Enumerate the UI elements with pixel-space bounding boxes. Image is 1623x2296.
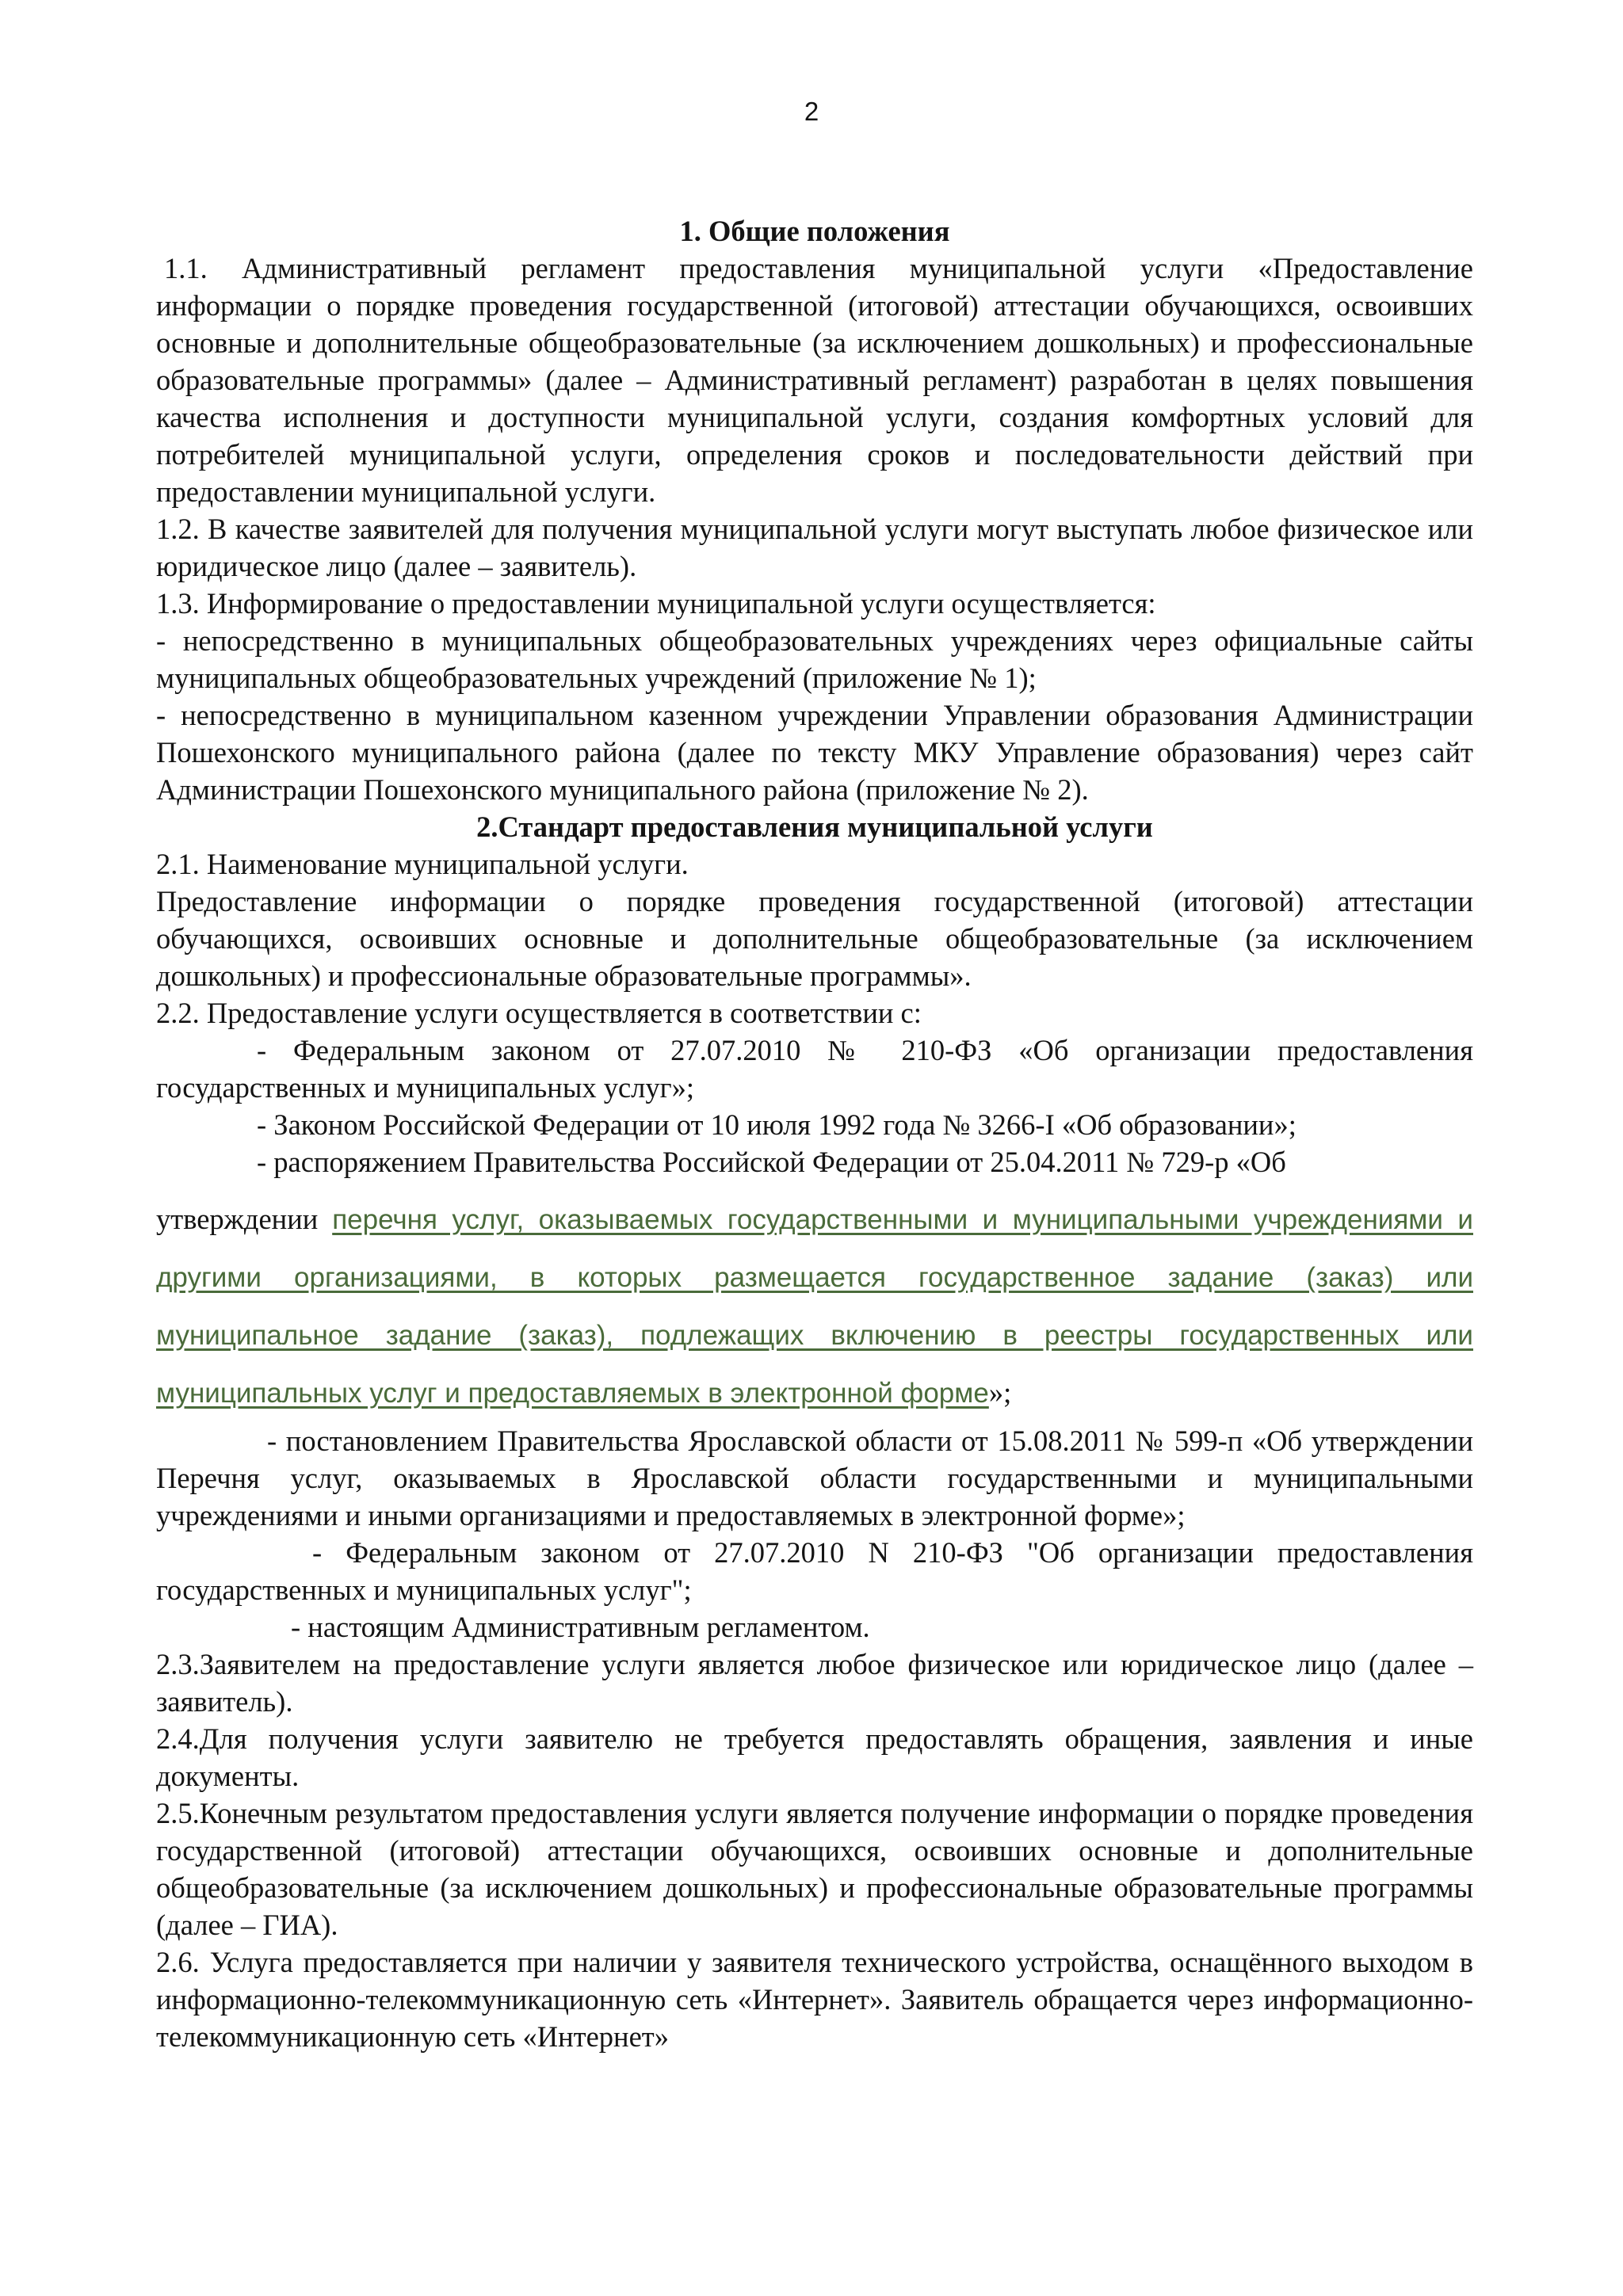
paragraph-2-2-b: - Законом Российской Федерации от 10 июля 1992 года № 3266-I «Об образовании»; <box>257 1108 1296 1141</box>
paragraph-2-6: 2.6. Услуга предоставляется при наличии у заявителя технического устройства, оснащённого выходом в информационно-телекоммуникационную сеть «Интернет». Заявитель обращается через информационно-телекоммуникационную сеть «Интернет» <box>156 1946 1473 2053</box>
paragraph-1-1: 1.1. Административный регламент предоставления муниципальной услуги «Предоставление информации о порядке проведения государственной (итоговой) аттестации обучающихся, освоивших основные и дополнительные общеобразовательные (за исключением дошкольных) и профессиональные образовательные программы» (далее – Административный регламент) разработан в целях повышения качества исполнения и доступности муниципальной услуги, создания комфортных условий для потребителей муниципальной услуги, определения сроков и последовательности действий при предоставлении муниципальной услуги. <box>156 252 1473 508</box>
paragraph-2-2: 2.2. Предоставление услуги осуществляется в соответствии с: <box>156 997 922 1029</box>
paragraph-1-3: 1.3. Информирование о предоставлении муниципальной услуги осуществляется: <box>156 587 1156 620</box>
paragraph-2-2-c: - распоряжением Правительства Российской Федерации от 25.04.2011 № 729-р «Об <box>257 1146 1286 1178</box>
paragraph-1-3-a: - непосредственно в муниципальных общеобразовательных учреждениях через официальные сайты муниципальных общеобразовательных учреждений (приложение № 1); <box>156 624 1473 694</box>
paragraph-2-1: 2.1. Наименование муниципальной услуги. <box>156 848 689 880</box>
link-prefix-text: утверждении <box>156 1203 333 1235</box>
paragraph-2-4: 2.4.Для получения услуги заявителю не требуется предоставлять обращения, заявления и иные документы. <box>156 1722 1473 1792</box>
document-body <box>156 212 1473 2055</box>
paragraph-1-2: 1.2. В качестве заявителей для получения муниципальной услуги могут выступать любое физическое или юридическое лицо (далее – заявитель). <box>156 513 1473 582</box>
paragraph-1-3-b: - непосредственно в муниципальном казенном учреждении Управлении образования Администрации Пошехонского муниципального района (далее по тексту МКУ Управление образования) через сайт Администрации Пошехонского муниципального района (приложение № 2). <box>156 699 1473 806</box>
page-number: 2 <box>804 97 819 126</box>
paragraph-2-2-f: - настоящим Административным регламентом. <box>291 1611 870 1643</box>
section-heading-standard: 2.Стандарт предоставления муниципальной услуги <box>476 810 1153 843</box>
paragraph-2-3: 2.3.Заявителем на предоставление услуги является любое физическое или юридическое лицо (далее – заявитель). <box>156 1648 1473 1718</box>
link-suffix-text: »; <box>988 1376 1012 1409</box>
services-list-link[interactable]: перечня услуг, оказываемых государственными и муниципальными учреждениями и другими организациями, в которых размещается государственное задание (заказ) или муниципальное задание (заказ), подлежащих включению в реестры государственных или муниципальных услуг и предоставляемых в электронной форме <box>156 1204 1473 1409</box>
paragraph-2-5: 2.5.Конечным результатом предоставления услуги является получение информации о порядке проведения государственной (итоговой) аттестации обучающихся, освоивших основные и дополнительные общеобразовательные (за исключением дошкольных) и профессиональные образовательные программы (далее – ГИА). <box>156 1797 1473 1941</box>
paragraph-2-2-d: - постановлением Правительства Ярославской области от 15.08.2011 № 599-п «Об утверждении Перечня услуг, оказываемых в Ярославской области государственными и муниципальными учреждениями и иными организациями и предоставляемых в электронной форме»; <box>156 1425 1473 1531</box>
paragraph-2-1-a: Предоставление информации о порядке проведения государственной (итоговой) аттестации обучающихся, освоивших основные и дополнительные общеобразовательные (за исключением дошкольных) и профессиональные образовательные программы». <box>156 885 1473 992</box>
paragraph-2-2-e: - Федеральным законом от 27.07.2010 N 210-ФЗ "Об организации предоставления государственных и муниципальных услуг"; <box>156 1536 1473 1606</box>
paragraph-2-2-a: - Федеральным законом от 27.07.2010 № 210-ФЗ «Об организации предоставления государственных и муниципальных услуг»; <box>156 1034 1473 1104</box>
section-heading-general: 1. Общие положения <box>679 215 950 247</box>
paragraph-2-2-c-continued <box>156 1191 1473 1422</box>
